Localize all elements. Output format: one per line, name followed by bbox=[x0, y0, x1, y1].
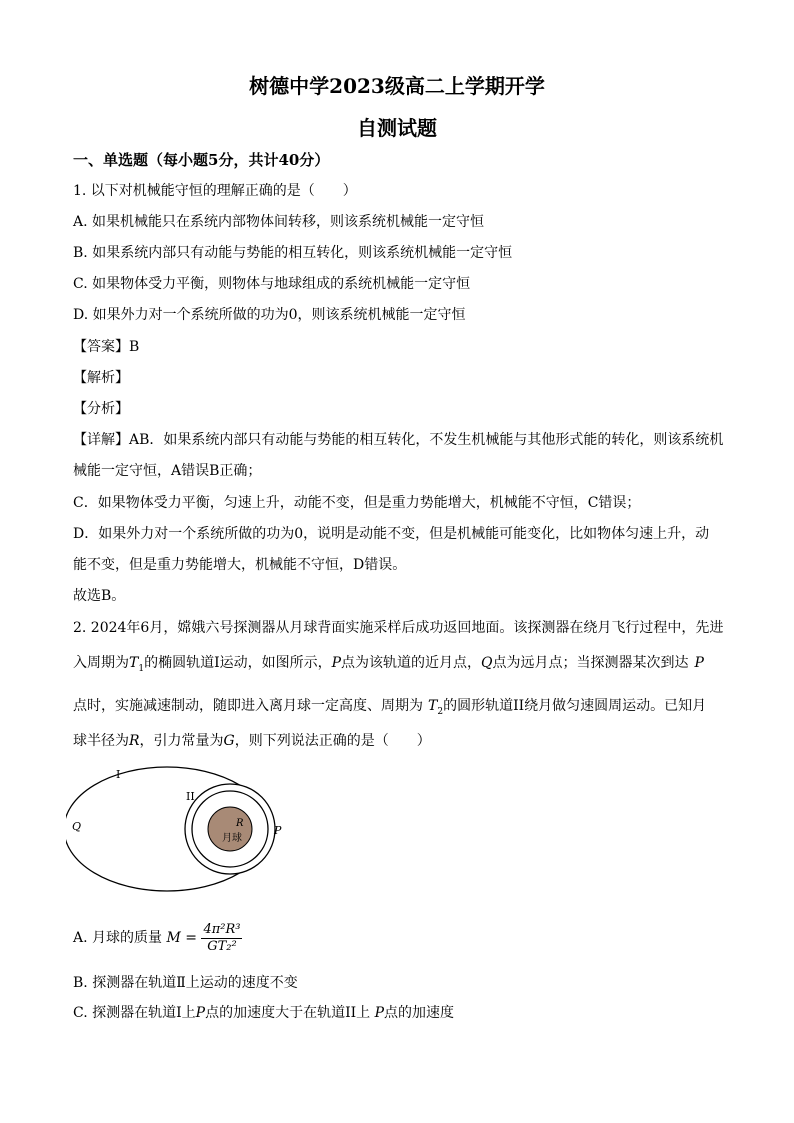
point-p-ref: P bbox=[331, 655, 342, 671]
point-p-ref-2: P bbox=[694, 655, 704, 671]
q2-option-c-text-a: C. 探测器在轨道I上 bbox=[73, 1005, 196, 1021]
orbit-diagram bbox=[66, 762, 296, 894]
q2-stem-line-2 bbox=[73, 653, 704, 679]
period-t2: T bbox=[428, 698, 438, 714]
q2-text-3b: 的圆形轨道II绕月做匀速圆周运动。已知月 bbox=[443, 698, 707, 714]
q2-text-4c: ，则下列说法正确的是（ ） bbox=[234, 733, 431, 749]
point-label-p: P bbox=[274, 824, 282, 837]
orbit-label-ii: II bbox=[186, 790, 195, 803]
q1-option-c: C. 如果物体受力平衡，则物体与地球组成的系统机械能一定守恒 bbox=[73, 276, 471, 292]
q1-detail-line-4: D．如果外力对一个系统所做的功为0，说明是动能不变，但是机械能可能变化，比如物体匀速上升，动 bbox=[73, 526, 710, 542]
formula-denominator: GT₂² bbox=[207, 938, 237, 954]
q1-option-b: B. 如果系统内部只有动能与势能的相互转化，则该系统机械能一定守恒 bbox=[73, 245, 513, 261]
q2-option-b: B. 探测器在轨道Ⅱ上运动的速度不变 bbox=[73, 975, 298, 991]
period-t1-subscript: 1 bbox=[138, 663, 145, 674]
q2-text-2d: 点为远月点；当探测器某次到达 bbox=[492, 655, 689, 671]
point-p-ref-3: P bbox=[195, 1005, 206, 1021]
exam-title-line2: 自测试题 bbox=[357, 116, 437, 140]
point-p-ref-4: P bbox=[374, 1005, 385, 1021]
mass-formula-fraction bbox=[201, 922, 242, 955]
gravitational-constant-g: G bbox=[223, 733, 235, 749]
orbit-label-i: I bbox=[116, 768, 121, 781]
mass-symbol-m: M bbox=[166, 930, 181, 946]
equals-sign: = bbox=[185, 930, 197, 946]
q1-stem: 1. 以下对机械能守恒的理解正确的是（ ） bbox=[73, 183, 357, 199]
q1-option-a: A. 如果机械能只在系统内部物体间转移，则该系统机械能一定守恒 bbox=[73, 214, 485, 230]
q1-fenxi-label: 【分析】 bbox=[73, 401, 129, 417]
moon bbox=[208, 807, 252, 851]
q1-answer: 【答案】B bbox=[73, 339, 140, 355]
point-label-q: Q bbox=[72, 820, 82, 833]
q2-text-2a: 入周期为 bbox=[73, 655, 129, 671]
radius-label-r: R bbox=[236, 818, 244, 829]
point-q-ref: Q bbox=[481, 655, 493, 671]
section-heading: 一、单选题（每小题5分，共计40分） bbox=[73, 151, 330, 169]
q2-text-2c: 点为该轨道的近月点， bbox=[341, 655, 482, 671]
q2-option-c-text-c: 点的加速度 bbox=[384, 1005, 455, 1021]
q1-detail-line-2: 械能一定守恒，A错误B正确； bbox=[73, 463, 262, 479]
q2-stem-line-4 bbox=[73, 731, 431, 751]
q2-option-c-text-b: 点的加速度大于在轨道II上 bbox=[205, 1005, 375, 1021]
q1-analysis-label: 【解析】 bbox=[73, 370, 129, 386]
q1-detail-line-3: C．如果物体受力平衡，匀速上升，动能不变，但是重力势能增大，机械能不守恒，C错误； bbox=[73, 495, 641, 511]
q2-text-4a: 球半径为 bbox=[73, 733, 129, 749]
radius-r: R bbox=[129, 733, 140, 749]
q2-option-c bbox=[73, 1003, 454, 1023]
q2-option-a-prefix: A. 月球的质量 bbox=[73, 930, 163, 946]
exam-title-line1: 树德中学2023级高二上学期开学 bbox=[249, 74, 545, 98]
q1-detail-line-6: 故选B。 bbox=[73, 588, 126, 604]
q1-detail-line-5: 能不变，但是重力势能增大，机械能不守恒，D错误。 bbox=[73, 557, 407, 573]
period-t2-subscript: 2 bbox=[437, 706, 444, 717]
q2-stem-line-3 bbox=[73, 696, 706, 722]
q1-option-d: D. 如果外力对一个系统所做的功为0，则该系统机械能一定守恒 bbox=[73, 307, 466, 323]
q2-stem-line-1: 2. 2024年6月，嫦娥六号探测器从月球背面实施采样后成功返回地面。该探测器在绕月飞行过程中，先进 bbox=[73, 620, 724, 636]
q2-text-2b: 的椭圆轨道I运动，如图所示， bbox=[144, 655, 332, 671]
q1-detail-line-1: 【详解】AB．如果系统内部只有动能与势能的相互转化，不发生机械能与其他形式能的转化，则该系统机 bbox=[73, 432, 724, 448]
formula-numerator: 4π²R³ bbox=[203, 921, 241, 937]
q2-text-3a: 点时，实施减速制动，随即进入离月球一定高度、周期为 bbox=[73, 698, 423, 714]
q2-option-a bbox=[73, 918, 242, 958]
moon-label: 月球 bbox=[222, 833, 242, 844]
q2-text-4b: ，引力常量为 bbox=[139, 733, 224, 749]
period-t1: T bbox=[129, 655, 139, 671]
